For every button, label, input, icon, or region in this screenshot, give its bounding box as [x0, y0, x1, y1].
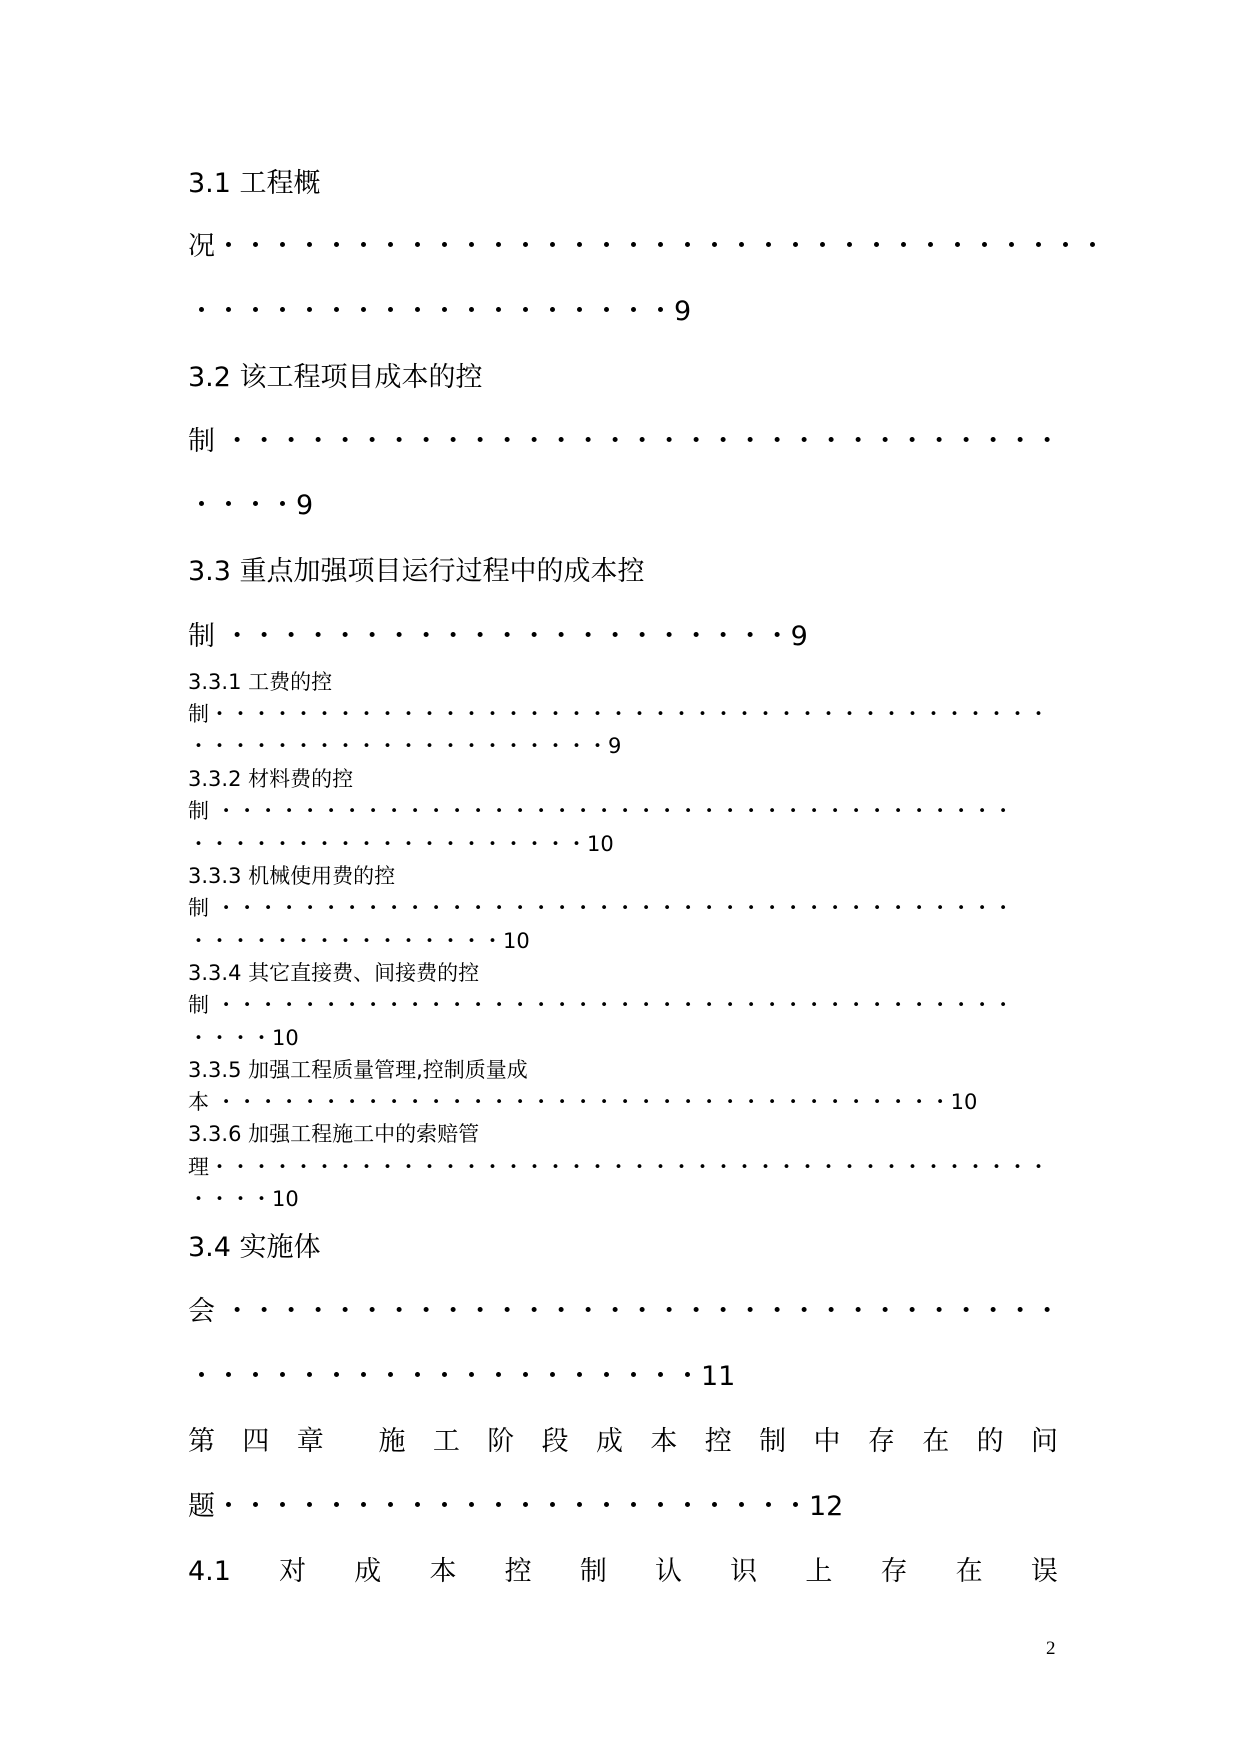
chapter-4-char: 控 [704, 1426, 732, 1457]
chapter-4-char: 段 [541, 1426, 569, 1457]
toc-section-3-3-3-title: 3.3.3 机械使用费的控 [188, 864, 396, 888]
toc-section-3-3-1-title: 3.3.1 工费的控 [188, 670, 333, 694]
chapter-4-char: 阶 [487, 1426, 515, 1457]
toc-section-4-1-title [188, 1558, 1058, 1585]
toc-section-3-2-title: 3.2 该工程项目成本的控 [188, 362, 483, 393]
section-4-1-char: 制 [579, 1556, 607, 1587]
toc-section-3-3-4-leader: 制 ・・・・・・・・・・・・・・・・・・・・・・・・・・・・・・・・・・・・・・ [188, 993, 1014, 1017]
toc-chapter-4-leader: 题・・・・・・・・・・・・・・・・・・・・・・12 [188, 1491, 844, 1522]
chapter-4-char: 四 [242, 1426, 270, 1457]
toc-section-3-3-1-page: ・・・・・・・・・・・・・・・・・・・・9 [188, 734, 622, 758]
chapter-4-char: 第 [188, 1426, 215, 1457]
section-4-1-char: 本 [429, 1556, 457, 1587]
chapter-4-char: 中 [813, 1426, 841, 1457]
toc-section-3-4-page: ・・・・・・・・・・・・・・・・・・・11 [188, 1361, 736, 1392]
toc-section-3-3-2-leader: 制 ・・・・・・・・・・・・・・・・・・・・・・・・・・・・・・・・・・・・・・ [188, 799, 1014, 823]
toc-section-3-1-title: 3.1 工程概 [188, 168, 321, 199]
toc-section-3-3-2-title: 3.3.2 材料费的控 [188, 767, 354, 791]
chapter-4-char: 存 [867, 1426, 895, 1457]
chapter-4-char: 施 [378, 1426, 406, 1457]
section-4-1-char: 对 [279, 1556, 307, 1587]
chapter-4-char: 工 [432, 1426, 460, 1457]
toc-section-3-2-page: ・・・・9 [188, 490, 314, 521]
toc-section-3-3-1-leader: 制・・・・・・・・・・・・・・・・・・・・・・・・・・・・・・・・・・・・・・・・ [188, 702, 1049, 726]
section-4-1-char: 4.1 [188, 1556, 231, 1587]
toc-section-3-4-title: 3.4 实施体 [188, 1232, 321, 1263]
chapter-4-char: 章 [296, 1426, 324, 1457]
toc-chapter-4-title [188, 1428, 1058, 1455]
toc-section-3-3-4-title: 3.3.4 其它直接费、间接费的控 [188, 961, 480, 985]
section-4-1-char: 存 [880, 1556, 908, 1587]
toc-section-3-2-leader: 制 ・・・・・・・・・・・・・・・・・・・・・・・・・・・・・・・ [188, 426, 1061, 457]
toc-section-3-3-2-page: ・・・・・・・・・・・・・・・・・・・10 [188, 832, 614, 856]
toc-section-3-3-3-leader: 制 ・・・・・・・・・・・・・・・・・・・・・・・・・・・・・・・・・・・・・・ [188, 896, 1014, 920]
section-4-1-char: 成 [354, 1556, 382, 1587]
toc-section-3-3-5-title: 3.3.5 加强工程质量管理,控制质量成 [188, 1058, 528, 1082]
toc-section-3-1-leader: 况・・・・・・・・・・・・・・・・・・・・・・・・・・・・・・・・・ [188, 231, 1106, 262]
chapter-4-char: 的 [976, 1426, 1004, 1457]
toc-section-3-4-leader: 会 ・・・・・・・・・・・・・・・・・・・・・・・・・・・・・・・ [188, 1296, 1061, 1327]
section-4-1-char: 上 [805, 1556, 833, 1587]
toc-section-3-3-title: 3.3 重点加强项目运行过程中的成本控 [188, 556, 645, 587]
chapter-4-char: 本 [650, 1426, 678, 1457]
toc-section-3-3-6-leader: 理・・・・・・・・・・・・・・・・・・・・・・・・・・・・・・・・・・・・・・・・ [188, 1155, 1049, 1179]
toc-section-3-3-3-page: ・・・・・・・・・・・・・・・10 [188, 929, 530, 953]
toc-section-3-3-6-title: 3.3.6 加强工程施工中的索赔管 [188, 1122, 480, 1146]
section-4-1-char: 在 [955, 1556, 983, 1587]
chapter-4-char: 成 [596, 1426, 623, 1457]
section-4-1-char: 识 [730, 1556, 758, 1587]
toc-section-3-3-leader: 制 ・・・・・・・・・・・・・・・・・・・・・9 [188, 621, 808, 652]
toc-section-3-3-5-leader: 本 ・・・・・・・・・・・・・・・・・・・・・・・・・・・・・・・・・・・10 [188, 1090, 978, 1114]
section-4-1-char: 认 [654, 1556, 682, 1587]
chapter-4-char: 制 [759, 1426, 787, 1457]
chapter-4-char: 在 [922, 1426, 950, 1457]
toc-section-3-1-page: ・・・・・・・・・・・・・・・・・・9 [188, 296, 692, 327]
toc-section-3-3-6-page: ・・・・10 [188, 1187, 299, 1211]
page-number: 2 [1046, 1638, 1056, 1659]
toc-section-3-3-4-page: ・・・・10 [188, 1026, 299, 1050]
section-4-1-char: 控 [504, 1556, 532, 1587]
section-4-1-char: 误 [1030, 1556, 1058, 1587]
chapter-4-char: 问 [1031, 1426, 1058, 1457]
